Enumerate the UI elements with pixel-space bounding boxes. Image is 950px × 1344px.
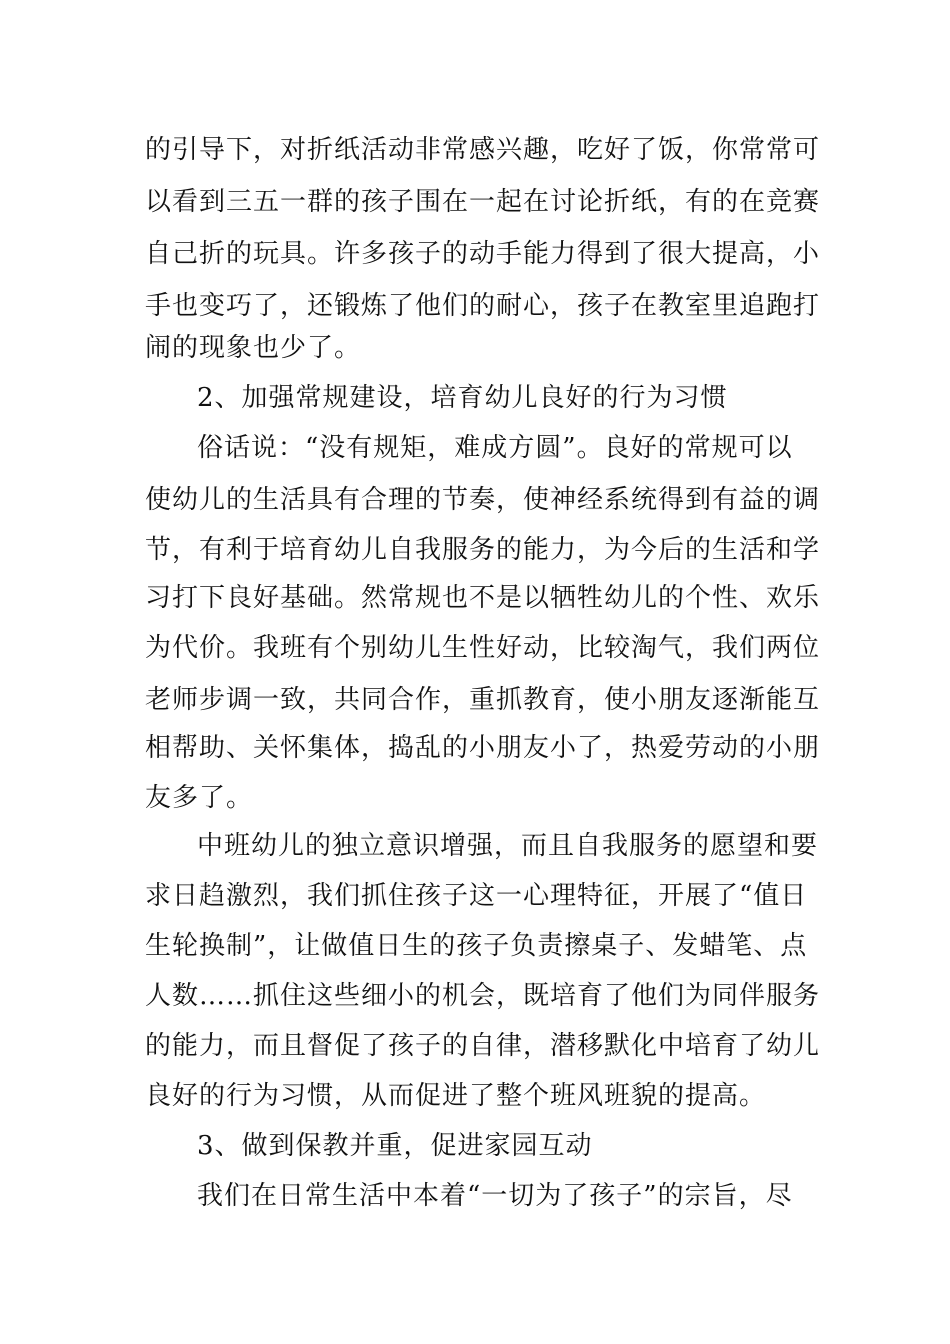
paragraph-line: 为代价。我班有个别幼儿生性好动，比较淘气，我们两位 [145, 633, 821, 663]
paragraph-line: 节，有利于培育幼儿自我服务的能力，为今后的生活和学 [145, 535, 821, 565]
paragraph-line: 生轮换制”，让做值日生的孩子负责擦桌子、发蜡笔、点 [145, 931, 808, 961]
paragraph-line: 人数……抓住这些细小的机会，既培育了他们为同伴服务 [145, 981, 821, 1011]
paragraph-line: 的能力，而且督促了孩子的自律，潜移默化中培育了幼儿 [145, 1031, 821, 1061]
paragraph-line: 闹的现象也少了。 [145, 333, 362, 363]
paragraph-line: 良好的行为习惯，从而促进了整个班风班貌的提高。 [145, 1081, 767, 1111]
paragraph-line: 习打下良好基础。然常规也不是以牺牲幼儿的个性、欢乐 [145, 583, 821, 613]
paragraph-line: 中班幼儿的独立意识增强，而且自我服务的愿望和要 [197, 831, 819, 861]
paragraph-line: 求日趋激烈，我们抓住孩子这一心理特征，开展了“值日 [145, 881, 808, 911]
section-heading-3: 3、做到保教并重，促进家园互动 [197, 1131, 593, 1161]
paragraph-line: 的引导下，对折纸活动非常感兴趣，吃好了饭，你常常可 [145, 135, 821, 165]
paragraph-line: 老师步调一致，共同合作，重抓教育，使小朋友逐渐能互 [145, 685, 821, 715]
paragraph-line: 相帮助、关怀集体，捣乱的小朋友小了，热爱劳动的小朋 [145, 733, 821, 763]
paragraph-line: 使幼儿的生活具有合理的节奏，使神经系统得到有益的调 [145, 485, 821, 515]
paragraph-line: 自己折的玩具。许多孩子的动手能力得到了很大提高，小 [145, 239, 821, 269]
paragraph-line: 以看到三五一群的孩子围在一起在讨论折纸，有的在竞赛 [145, 187, 821, 217]
section-heading-2: 2、加强常规建设，培育幼儿良好的行为习惯 [197, 383, 728, 413]
paragraph-line: 我们在日常生活中本着“一切为了孩子”的宗旨，尽 [197, 1181, 793, 1211]
paragraph-line: 手也变巧了，还锻炼了他们的耐心，孩子在教室里追跑打 [145, 291, 821, 321]
paragraph-line: 友多了。 [145, 783, 254, 813]
paragraph-line: 俗话说：“没有规矩，难成方圆”。良好的常规可以 [197, 433, 793, 463]
